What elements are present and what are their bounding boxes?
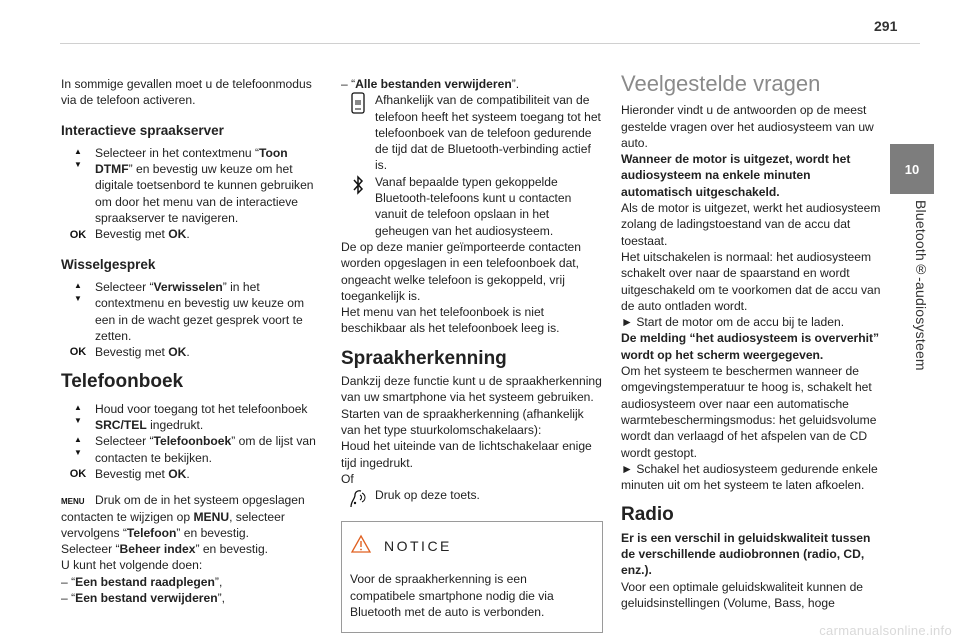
bluetooth-note: Vanaf bepaalde typen gekoppelde Bluetooth-telefoons kunt u contacten vanuit de telefoon opslaan in het geheugen van het audiosysteem. [341,174,603,239]
speech-heading: Spraakherkenning [341,347,507,369]
options-intro: U kunt het volgende doen: [61,558,203,573]
phonebook-heading: Telefoonboek [61,371,184,393]
call-step: ▲ ▼ Selecteer “Verwisselen” in het contextmenu en bevestig uw keuze om een in de wacht gezet gesprek voort te zetten. [61,279,323,344]
speech-or: Of [341,471,354,486]
answer-3: Voor een optimale geluidskwaliteit kunnen de geluidsinstellingen (Volume, Bass, hoge [621,579,864,610]
answer-1: Als de motor is uitgezet, werkt het audiosysteem zolang de ladingstoestand van de accu dat toestaat. [621,201,881,248]
answer-2: Om het systeem te beschermen wanneer de omgevingstemperatuur te hoog is, schakelt het audiosysteem over naar een automatische warmtebeschermingsmodus: het geluidsvolume wordt dan verlaagd of het afspelen van de CD wordt gestopt. [621,364,877,460]
imported-text: De op deze manier geïmporteerde contacten worden opgeslagen in een telefoonboek dat, ongeacht welke telefoon is gekoppeld, vrij toegankelijk is. [341,239,582,303]
up-down-arrows-icon: ▲ ▼ [74,146,82,169]
notice-text: Voor de spraakherkenning is een compatibele smartphone nodig die via Bluetooth met de auto is verbonden. [350,572,554,620]
up-down-arrows-icon: ▲ ▼ [74,435,82,458]
ivs-confirm: OK Bevestig met OK. [61,226,323,242]
phonebook-confirm: OK Bevestig met OK. [61,466,323,482]
ivs-heading: Interactieve spraakserver [61,122,224,138]
phone-icon [341,92,375,173]
speech-lever: Houd het uiteinde van de lichtschakelaar enige tijd ingedrukt. [341,439,592,470]
empty-text: Het menu van het telefoonboek is niet beschikbaar als het telefoonboek leeg is. [341,305,560,336]
option-delete-all: – “Alle bestanden verwijderen”. [341,77,520,91]
ok-icon: OK [69,468,87,481]
call-confirm: OK Bevestig met OK. [61,344,323,360]
column-3 [621,71,883,611]
question-1: Wanneer de motor is uitgezet, wordt het audiosysteem na enkele minuten automatisch uitgeschakeld. [621,152,851,199]
faq-heading: Veelgestelde vragen [621,71,821,96]
chapter-title: Bluetooth®-audiosysteem [913,200,929,371]
phonebook-menu-text: MENU Druk om de in het systeem opgeslagen contacten te wijzigen op MENU, selecteer vervolgens “Telefoon” en bevestig. [61,493,305,540]
speech-press: Druk op deze toets. [341,487,603,509]
column-1 [61,76,323,606]
answer-2b: ► Schakel het audiosysteem gedurende enkele minuten uit om het systeem te laten afkoelen. [621,461,878,493]
up-down-arrows-icon: ▲ ▼ [74,402,82,425]
call-heading: Wisselgesprek [61,256,156,272]
header-rule [60,43,920,44]
menu-icon: MENU [61,497,85,507]
ivs-step: ▲ ▼ Selecteer in het contextmenu “Toon DTMF” en bevestig uw keuze om het digitale toetsenbord te kunnen gebruiken om door het menu van de interactieve spraakserver te navigeren. [61,145,323,226]
voice-command-icon [341,487,375,509]
up-down-arrows-icon: ▲ ▼ [74,280,82,303]
notice-title: NOTICE [384,537,452,554]
phonebook-step-2: ▲ ▼ Selecteer “Telefoonboek” om de lijst van contacten te bekijken. [61,433,323,466]
column-2 [341,76,603,633]
answer-1b: Het uitschakelen is normaal: het audiosysteem schakelt over naar de spaarstand en wordt uitgeschakeld om te voorkomen dat de accu van de auto ontladen wordt. [621,249,881,313]
phonebook-step-1: ▲ ▼ Houd voor toegang tot het telefoonboek SRC/TEL ingedrukt. [61,401,323,434]
manage-index: Selecteer “Beheer index” en bevestig. [61,542,269,557]
notice-box [341,521,603,633]
watermark: carmanualsonline.info [819,623,952,638]
bluetooth-icon [341,174,375,239]
radio-heading: Radio [621,504,674,526]
question-2: De melding “het audiosysteem is oververhit” wordt op het scherm weergegeven. [621,331,880,362]
intro-text: In sommige gevallen moet u de telefoonmodus via de telefoon activeren. [61,77,312,108]
ok-icon: OK [69,228,87,241]
page-number: 291 [874,18,898,34]
chapter-tab: 10 [890,144,934,194]
answer-1c: ► Start de motor om de accu bij te laden. [621,315,845,330]
option-view: – “Een bestand raadplegen”, [61,574,223,589]
ok-icon: OK [69,346,87,359]
warning-icon [350,534,372,557]
compat-note: Afhankelijk van de compatibiliteit van de telefoon heeft het systeem toegang tot het telefoonboek van de telefoon gedurende de tijd dat de Bluetooth-verbinding actief is. [341,92,603,173]
option-delete: – “Een bestand verwijderen”, [61,591,226,606]
speech-body: Dankzij deze functie kunt u de spraakherkenning van uw smartphone via het systeem gebruiken. [341,374,602,405]
question-3: Er is een verschil in geluidskwaliteit tussen de verschillende audiobronnen (radio, CD, enz.). [621,530,871,578]
speech-start: Starten van de spraakherkenning (afhankelijk van het type stuurkolomschakelaars): [341,406,584,437]
faq-intro: Hieronder vindt u de antwoorden op de meest gestelde vragen over het audiosysteem van uw auto. [621,103,874,150]
